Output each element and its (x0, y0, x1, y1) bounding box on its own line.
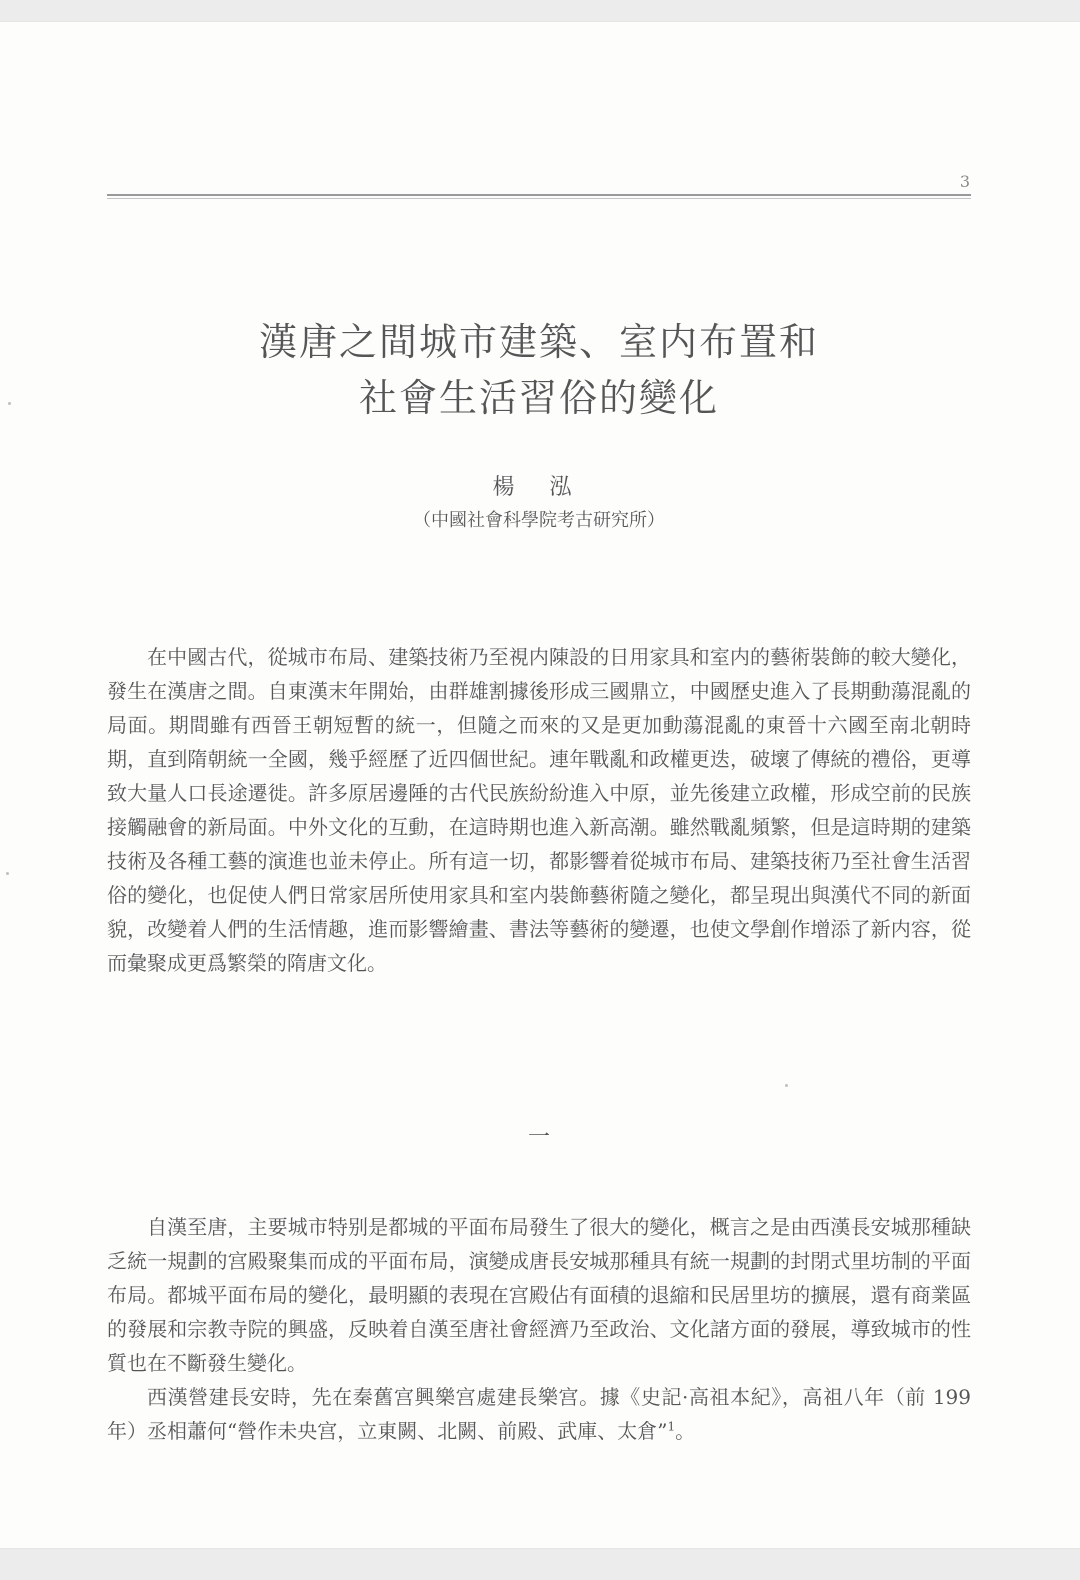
title-line-1: 漢唐之間城市建築、室内布置和 (258, 320, 819, 364)
scan-speck (8, 402, 11, 405)
author-affiliation: （中國社會科學院考古研究所） (413, 510, 665, 531)
title-line-2: 社會生活習俗的變化 (358, 376, 719, 420)
scan-speck (6, 872, 9, 875)
article-title (107, 314, 971, 426)
section-number: 一 (527, 1125, 550, 1150)
body-paragraph-2 (107, 1380, 971, 1448)
body-paragraph-2-end: 。 (675, 1419, 696, 1443)
body-paragraph-1: 自漢至唐，主要城市特别是都城的平面布局發生了很大的變化，概言之是由西漢長安城那種缺乏統一規劃的宫殿聚集而成的平面布局，演變成唐長安城那種具有統一規劃的封閉式里坊制的平面布局。都城平面布局的變化，最明顯的表現在宫殿佔有面積的退縮和民居里坊的擴展，還有商業區的發展和宗教寺院的興盛，反映着自漢至唐社會經濟乃至政治、文化諸方面的發展，導致城市的性質也在不斷發生變化。 (107, 1215, 971, 1375)
author-name: 楊 泓 (492, 475, 586, 500)
scan-speck (785, 1084, 788, 1087)
page-number: 3 (959, 172, 970, 191)
footnote-reference[interactable]: 1 (667, 1419, 676, 1434)
header-rule (107, 194, 971, 199)
intro-paragraph: 在中國古代，從城市布局、建築技術乃至視内陳設的日用家具和室内的藝術裝飾的較大變化，發生在漢唐之間。自東漢末年開始，由群雄割據後形成三國鼎立，中國歷史進入了長期動蕩混亂的局面。期間雖有西晉王朝短暫的統一，但隨之而來的又是更加動蕩混亂的東晉十六國至南北朝時期，直到隋朝統一全國，幾乎經歷了近四個世紀。連年戰亂和政權更迭，破壞了傳統的禮俗，更導致大量人口長途遷徙。許多原居邊陲的古代民族紛紛進入中原，並先後建立政權，形成空前的民族接觸融會的新局面。中外文化的互動，在這時期也進入新高潮。雖然戰亂頻繁，但是這時期的建築技術及各種工藝的演進也並未停止。所有這一切，都影響着從城市布局、建築技術乃至社會生活習俗的變化，也促使人們日常家居所使用家具和室内裝飾藝術隨之變化，都呈現出與漢代不同的新面貌，改變着人們的生活情趣，進而影響繪畫、書法等藝術的變遷，也使文學創作增添了新内容，從而彙聚成更爲繁榮的隋唐文化。 (107, 645, 971, 975)
book-page (0, 22, 1080, 1548)
body-paragraph-2-text: 西漢營建長安時，先在秦舊宫興樂宫處建長樂宫。據《史記·高祖本紀》，高祖八年（前 199 年）丞相蕭何“營作未央宫，立東闕、北闕、前殿、武庫、太倉” (107, 1385, 971, 1443)
